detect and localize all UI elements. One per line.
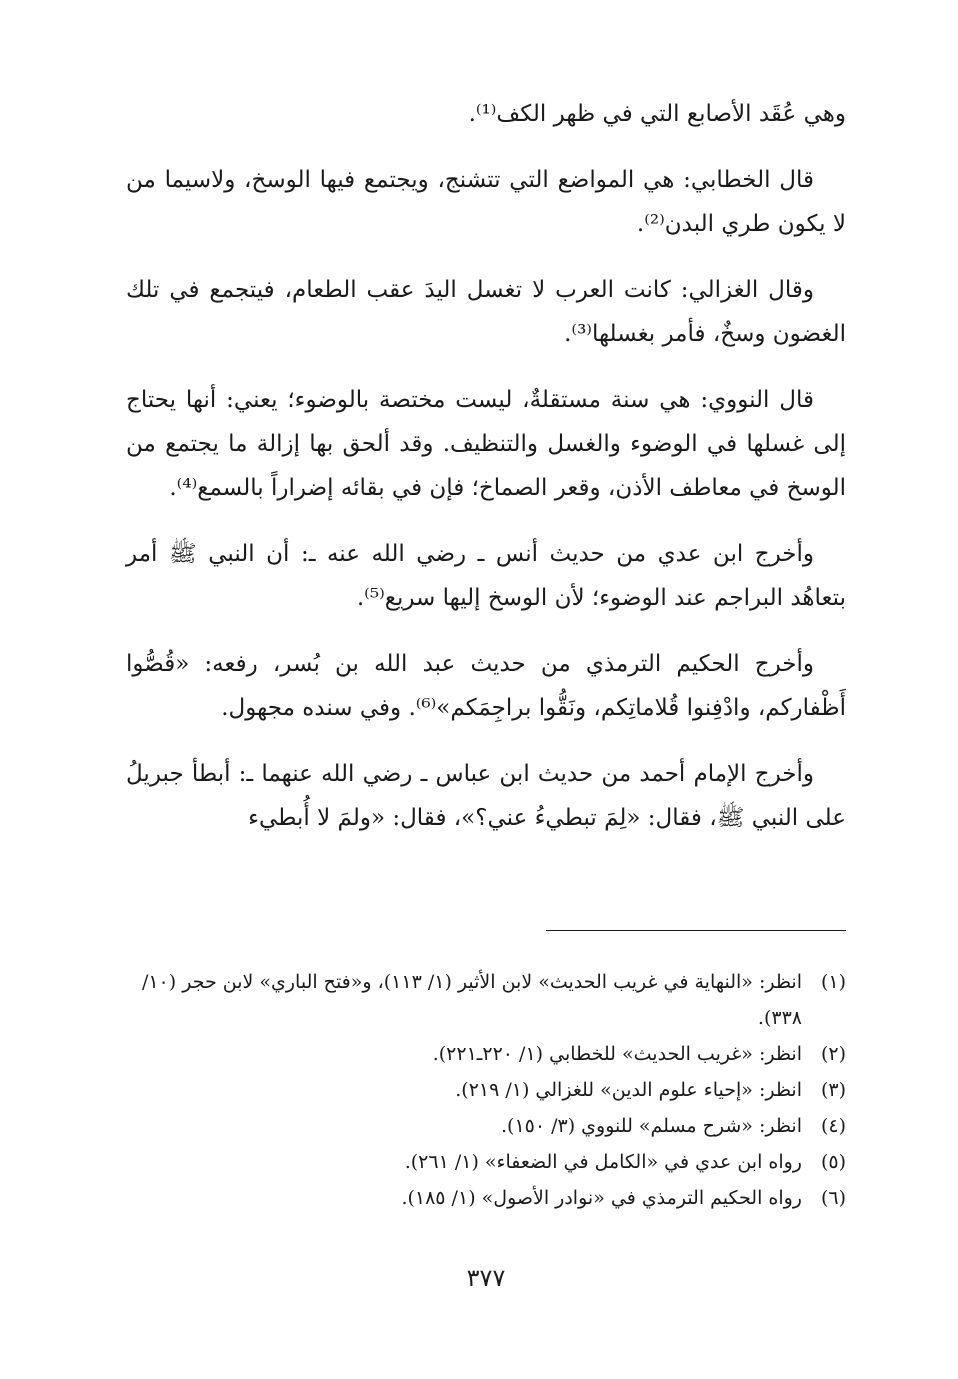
paragraph: قال الخطابي: هي المواضع التي تتشنج، ويجتمع فيها الوسخ، ولاسيما من لا يكون طري البدن⁽²⁾.	[126, 167, 846, 237]
footnote-number: (١)	[820, 971, 846, 993]
footnote-divider	[546, 930, 846, 931]
footnote-item	[126, 964, 846, 1036]
footnote-text: رواه ابن عدي في «الكامل في الضعفاء» (١/ ٢٦١).	[404, 1151, 802, 1173]
footnote-text: انظر: «شرح مسلم» للنووي (٣/ ١٥٠).	[500, 1115, 802, 1137]
footnote-text: انظر: «إحياء علوم الدين» للغزالي (١/ ٢١٩).	[455, 1079, 802, 1101]
footnote-item	[126, 1180, 846, 1216]
page-number: ٣٧٧	[466, 1264, 506, 1292]
footnote-number: (٢)	[820, 1043, 846, 1065]
footnote-text: انظر: «غريب الحديث» للخطابي (١/ ٢٢٠ـ٢٢١).	[432, 1043, 802, 1065]
paragraph: وقال الغزالي: كانت العرب لا تغسل اليدَ عقب الطعام، فيتجمع في تلك الغضون وسخٌ، فأمر بغسلها⁽³⁾.	[126, 277, 846, 347]
paragraph: وأخرج ابن عدي من حديث أنس ـ رضي الله عنه ـ: أن النبي ﷺ أمر بتعاهُد البراجم عند الوضوء؛ لأن الوسخ إليها سريع⁽⁵⁾.	[126, 541, 846, 611]
main-text	[126, 92, 846, 840]
footnote-number: (٣)	[820, 1079, 846, 1101]
footnote-text: انظر: «النهاية في غريب الحديث» لابن الأثير (١/ ١١٣)، و«فتح الباري» لابن حجر (١٠/ ٣٣٨).	[141, 971, 802, 1029]
footnote-item	[126, 1108, 846, 1144]
paragraph: قال النووي: هي سنة مستقلةٌ، ليست مختصة بالوضوء؛ يعني: أنها يحتاج إلى غسلها في الوضوء والغسل والتنظيف. وقد ألحق بها إزالة ما يجتمع من الوسخ في معاطف الأذن، وقعر الصماخ؛ فإن في بقائه إضراراً بالسمع⁽⁴⁾.	[126, 387, 846, 501]
footnote-item	[126, 1072, 846, 1108]
footnotes	[126, 964, 846, 1216]
footnote-item	[126, 1036, 846, 1072]
paragraph: وأخرج الإمام أحمد من حديث ابن عباس ـ رضي الله عنهما ـ: أبطأ جبريلُ على النبي ﷺ، فقال: «لِمَ تبطيءُ عني؟»، فقال: «ولمَ لا أُبطيء	[126, 761, 846, 831]
footnote-item	[126, 1144, 846, 1180]
paragraph: وهي عُقَد الأصابع التي في ظهر الكف⁽¹⁾.	[468, 101, 846, 127]
footnote-text: رواه الحكيم الترمذي في «نوادر الأصول» (١/ ١٨٥).	[401, 1187, 802, 1209]
paragraph: وأخرج الحكيم الترمذي من حديث عبد الله بن بُسر، رفعه: «قُصُّوا أَظْفاركم، وادْفِنوا قُلاماتِكم، ونَقُّوا براجِمَكم»⁽⁶⁾. وفي سنده مجهول.	[126, 651, 846, 721]
footnote-number: (٦)	[820, 1187, 846, 1209]
footnote-number: (٤)	[820, 1115, 846, 1137]
footnote-number: (٥)	[820, 1151, 846, 1173]
book-page	[126, 92, 846, 1362]
